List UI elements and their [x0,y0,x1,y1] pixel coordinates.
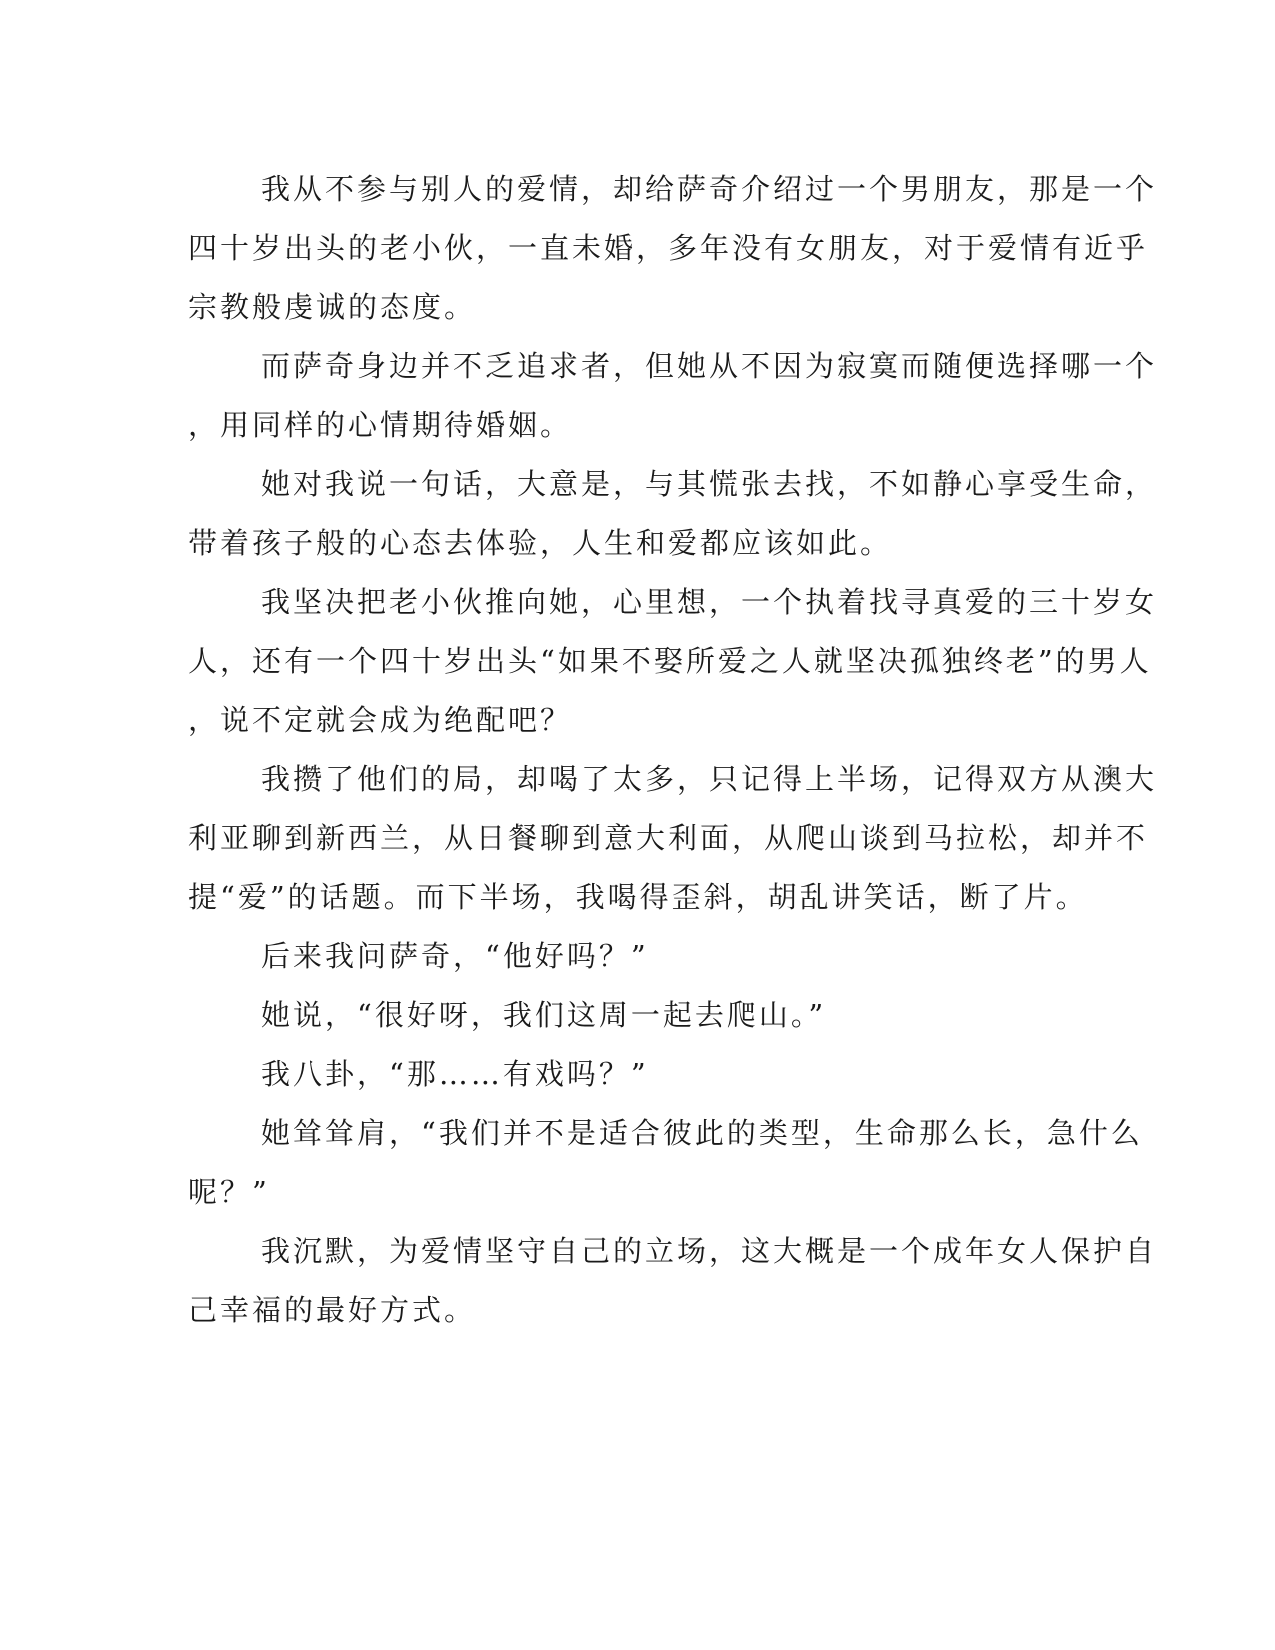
paragraph-7 [188,986,1068,1045]
text-line: 带着孩子般的心态去体验，人生和爱都应该如此。 [188,526,893,560]
text-line: 她对我说一句话，大意是，与其慌张去找，不如静心享受生命， [261,467,1158,501]
paragraph-1 [188,160,1158,337]
paragraph-2 [188,337,1158,455]
text-line: 我八卦，“那……有戏吗？” [261,1057,649,1091]
article-body [188,160,1158,1340]
text-line: 人，还有一个四十岁出头“如果不娶所爱之人就坚决孤独终老”的男人 [188,644,1152,678]
paragraph-5 [188,750,1158,927]
text-line: 提“爱”的话题。而下半场，我喝得歪斜，胡乱讲笑话，断了片。 [188,880,1088,914]
text-line: 我坚决把老小伙推向她，心里想，一个执着找寻真爱的三十岁女 [261,585,1158,619]
text-line: 我从不参与别人的爱情，却给萨奇介绍过一个男朋友，那是一个 [261,172,1158,206]
paragraph-6 [188,927,1068,986]
paragraph-3 [188,455,1158,573]
text-line: 她耸耸肩，“我们并不是适合彼此的类型，生命那么长，急什么 [261,1116,1143,1150]
text-line: 后来我问萨奇，“他好吗？” [261,939,649,973]
paragraph-4 [188,573,1158,750]
text-line: 己幸福的最好方式。 [188,1293,477,1327]
text-line: 呢？” [188,1175,270,1209]
text-line: 我攒了他们的局，却喝了太多，只记得上半场，记得双方从澳大 [261,762,1158,796]
text-line: ，说不定就会成为绝配吧？ [188,703,573,737]
paragraph-9 [188,1104,1143,1222]
text-line: 她说，“很好呀，我们这周一起去爬山。” [261,998,827,1032]
text-line: 我沉默，为爱情坚守自己的立场，这大概是一个成年女人保护自 [261,1234,1158,1268]
text-line: 而萨奇身边并不乏追求者，但她从不因为寂寞而随便选择哪一个 [261,349,1158,383]
text-line: 宗教般虔诚的态度。 [188,290,477,324]
text-line: 利亚聊到新西兰，从日餐聊到意大利面，从爬山谈到马拉松，却并不 [188,821,1149,855]
paragraph-8 [188,1045,1068,1104]
text-line: ，用同样的心情期待婚姻。 [188,408,573,442]
text-line: 四十岁出头的老小伙，一直未婚，多年没有女朋友，对于爱情有近乎 [188,231,1149,265]
paragraph-10 [188,1222,1158,1340]
